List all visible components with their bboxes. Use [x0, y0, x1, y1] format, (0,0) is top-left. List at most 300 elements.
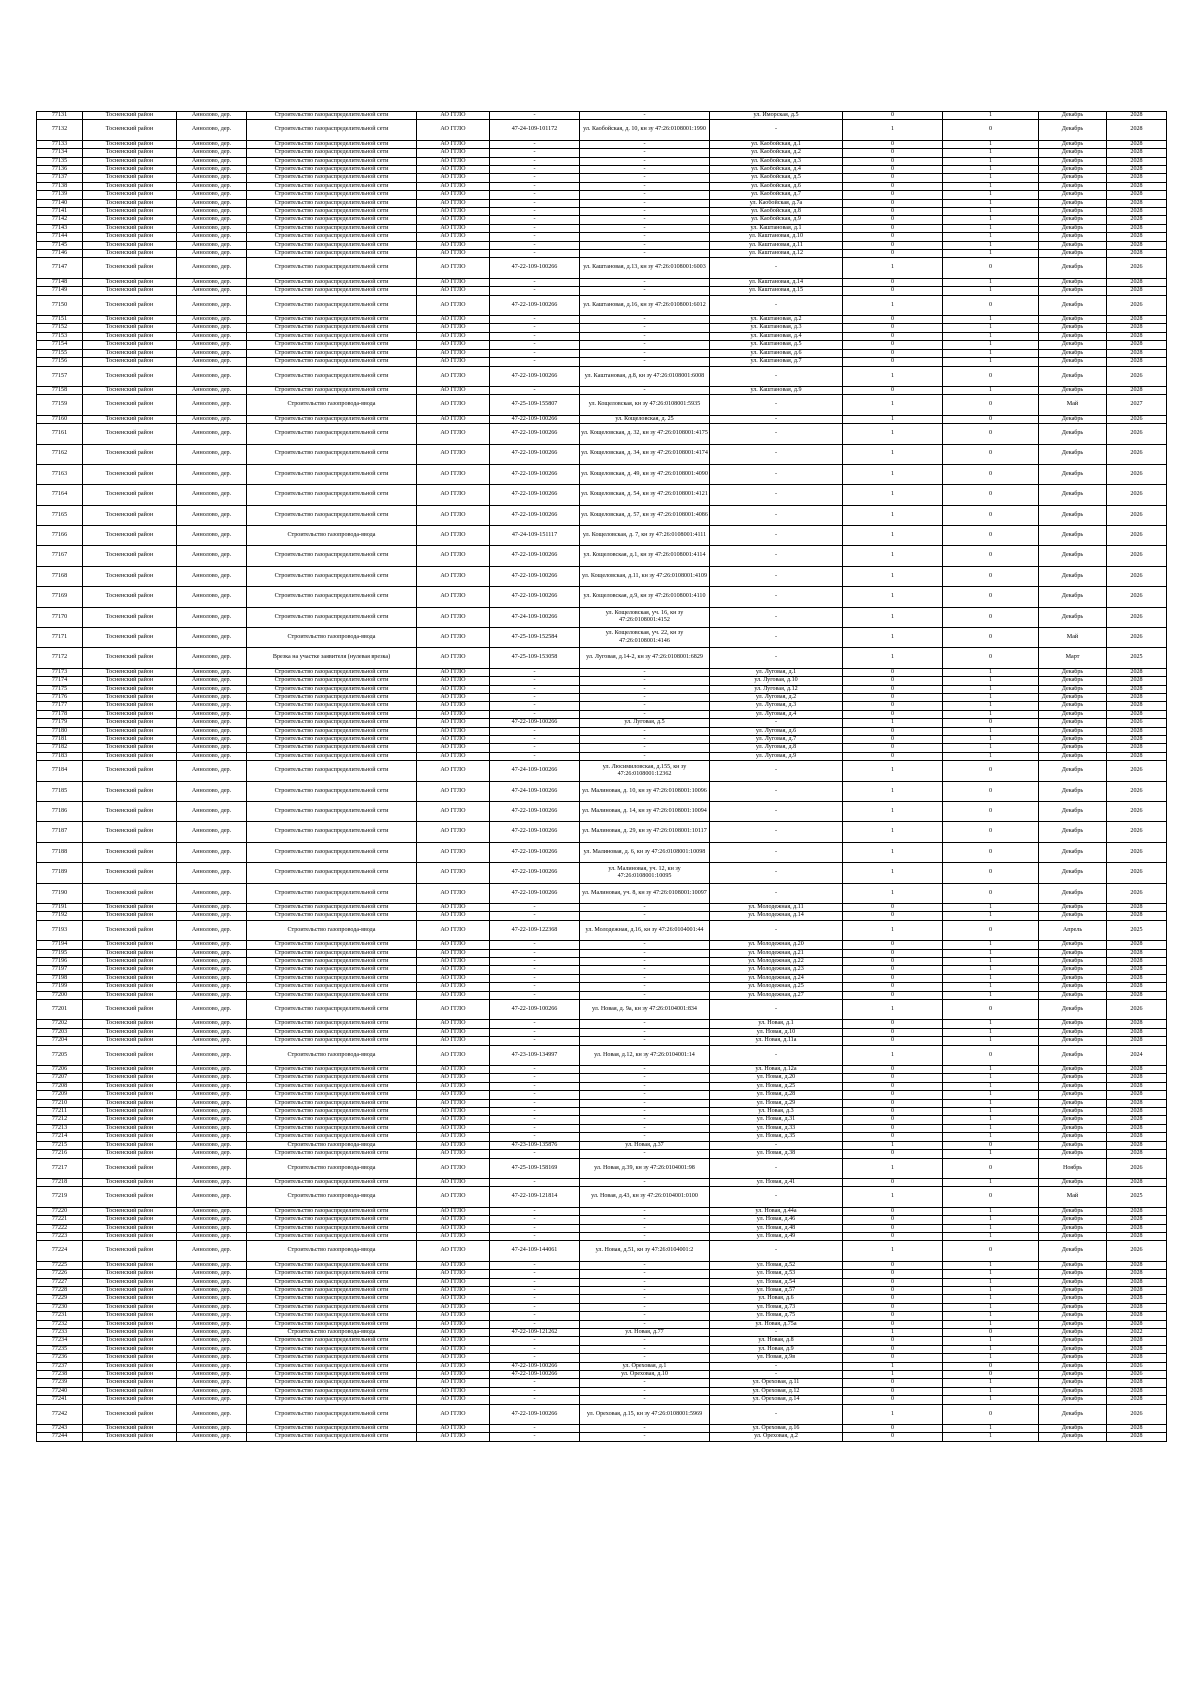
- cell-object-code: 47-24-109-101172: [490, 120, 580, 140]
- cell-flag-b: 1: [943, 208, 1039, 216]
- table-row: [37, 1425, 1167, 1433]
- cell-cadastral: -: [580, 727, 710, 735]
- cell-work: Строительство газораспределительной сети: [247, 233, 417, 241]
- cell-id: 77147: [37, 258, 83, 278]
- cell-flag-a: 0: [843, 250, 943, 258]
- cell-object-code: -: [490, 1099, 580, 1107]
- cell-company: АО ГГЛО: [417, 1028, 490, 1036]
- cell-district: Тосненский район: [83, 1261, 177, 1269]
- cell-district: Тосненский район: [83, 1433, 177, 1441]
- cell-work: Строительство газораспределительной сети: [247, 287, 417, 295]
- cell-object-code: -: [490, 1295, 580, 1303]
- cell-flag-b: 1: [943, 752, 1039, 760]
- cell-address: -: [710, 802, 843, 822]
- cell-flag-b: 0: [943, 546, 1039, 566]
- cell-object-code: -: [490, 694, 580, 702]
- cell-district: Тосненский район: [83, 295, 177, 315]
- cell-id: 77153: [37, 332, 83, 340]
- cell-flag-a: 0: [843, 1216, 943, 1224]
- cell-settlement: Аннолово, дер.: [177, 702, 247, 710]
- cell-id: 77142: [37, 216, 83, 224]
- cell-id: 77188: [37, 842, 83, 862]
- cell-month: Май: [1039, 1187, 1107, 1207]
- cell-year: 2026: [1107, 295, 1167, 315]
- cell-settlement: Аннолово, дер.: [177, 316, 247, 324]
- cell-id: 77232: [37, 1320, 83, 1328]
- cell-flag-a: 1: [843, 415, 943, 423]
- cell-cadastral: ул. Новая, д.37: [580, 1141, 710, 1149]
- cell-id: 77235: [37, 1345, 83, 1353]
- cell-flag-b: 1: [943, 1099, 1039, 1107]
- cell-work: Строительство газораспределительной сети: [247, 208, 417, 216]
- cell-month: Декабрь: [1039, 1312, 1107, 1320]
- cell-year: 2026: [1107, 863, 1167, 883]
- cell-company: АО ГГЛО: [417, 349, 490, 357]
- cell-object-code: -: [490, 324, 580, 332]
- cell-settlement: Аннолово, дер.: [177, 1108, 247, 1116]
- cell-settlement: Аннолово, дер.: [177, 341, 247, 349]
- cell-work: Строительство газораспределительной сети: [247, 991, 417, 999]
- cell-year: 2027: [1107, 395, 1167, 415]
- cell-object-code: 47-22-109-100266: [490, 883, 580, 903]
- table-row: [37, 1207, 1167, 1215]
- table-row: [37, 199, 1167, 207]
- cell-flag-a: 0: [843, 1178, 943, 1186]
- cell-settlement: Аннолово, дер.: [177, 1295, 247, 1303]
- cell-work: Строительство газораспределительной сети: [247, 1000, 417, 1020]
- cell-cadastral: ул. Новая, д.77: [580, 1328, 710, 1336]
- cell-id: 77167: [37, 546, 83, 566]
- cell-work: Строительство газораспределительной сети: [247, 1028, 417, 1036]
- cell-work: Строительство газораспределительной сети: [247, 1433, 417, 1441]
- cell-company: АО ГГЛО: [417, 140, 490, 148]
- cell-flag-b: 1: [943, 332, 1039, 340]
- cell-flag-a: 1: [843, 1328, 943, 1336]
- cell-object-code: -: [490, 966, 580, 974]
- cell-year: 2028: [1107, 1037, 1167, 1045]
- cell-cadastral: -: [580, 668, 710, 676]
- cell-address: ул. Новая, д.28: [710, 1091, 843, 1099]
- cell-month: Декабрь: [1039, 1241, 1107, 1261]
- table-row: [37, 1362, 1167, 1370]
- cell-address: ул. Новая, д.10: [710, 1028, 843, 1036]
- table-row: [37, 1433, 1167, 1441]
- table-row: [37, 464, 1167, 484]
- cell-id: 77236: [37, 1354, 83, 1362]
- cell-year: 2028: [1107, 1082, 1167, 1090]
- cell-id: 77151: [37, 316, 83, 324]
- cell-flag-a: 0: [843, 710, 943, 718]
- cell-cadastral: -: [580, 1082, 710, 1090]
- cell-id: 77181: [37, 736, 83, 744]
- cell-id: 77152: [37, 324, 83, 332]
- cell-company: АО ГГЛО: [417, 1133, 490, 1141]
- cell-address: ул. Новая, д.75а: [710, 1320, 843, 1328]
- cell-settlement: Аннолово, дер.: [177, 802, 247, 822]
- cell-month: Май: [1039, 395, 1107, 415]
- cell-work: Строительство газораспределительной сети: [247, 386, 417, 394]
- cell-object-code: -: [490, 1433, 580, 1441]
- cell-district: Тосненский район: [83, 1150, 177, 1158]
- table-row: [37, 1000, 1167, 1020]
- cell-address: ул. Каштановая, д.7: [710, 358, 843, 366]
- cell-address: ул. Новая, д.44а: [710, 1207, 843, 1215]
- cell-object-code: 47-22-109-122368: [490, 920, 580, 940]
- cell-work: Строительство газопровода-ввода: [247, 1045, 417, 1065]
- cell-district: Тосненский район: [83, 1387, 177, 1395]
- cell-work: Строительство газораспределительной сети: [247, 1312, 417, 1320]
- cell-cadastral: -: [580, 349, 710, 357]
- cell-cadastral: ул. Кощеловская, уч. 22, кн зу 47:26:0108001:4146: [580, 628, 710, 648]
- cell-object-code: 47-25-109-155807: [490, 395, 580, 415]
- cell-work: Строительство газопровода-ввода: [247, 1158, 417, 1178]
- table-row: [37, 958, 1167, 966]
- cell-work: Строительство газораспределительной сети: [247, 485, 417, 505]
- cell-object-code: -: [490, 1108, 580, 1116]
- cell-year: 2025: [1107, 648, 1167, 668]
- cell-month: Декабрь: [1039, 1000, 1107, 1020]
- cell-cadastral: -: [580, 983, 710, 991]
- cell-id: 77165: [37, 505, 83, 525]
- cell-district: Тосненский район: [83, 366, 177, 386]
- cell-object-code: -: [490, 174, 580, 182]
- cell-flag-b: 0: [943, 395, 1039, 415]
- cell-address: ул. Луговая, д.3: [710, 702, 843, 710]
- cell-year: 2028: [1107, 1150, 1167, 1158]
- cell-cadastral: ул. Кощеловская, д. 25: [580, 415, 710, 423]
- cell-id: 77163: [37, 464, 83, 484]
- cell-company: АО ГГЛО: [417, 1082, 490, 1090]
- cell-object-code: 47-25-109-158169: [490, 1158, 580, 1178]
- cell-object-code: 47-22-109-121814: [490, 1187, 580, 1207]
- cell-flag-b: 1: [943, 250, 1039, 258]
- table-row: [37, 1232, 1167, 1240]
- cell-work: Строительство газораспределительной сети: [247, 1354, 417, 1362]
- cell-district: Тосненский район: [83, 904, 177, 912]
- cell-month: Декабрь: [1039, 505, 1107, 525]
- cell-year: 2028: [1107, 332, 1167, 340]
- cell-district: Тосненский район: [83, 1270, 177, 1278]
- cell-address: ул. Луговая, д.12: [710, 685, 843, 693]
- cell-month: Декабрь: [1039, 1371, 1107, 1379]
- cell-district: Тосненский район: [83, 233, 177, 241]
- cell-company: АО ГГЛО: [417, 974, 490, 982]
- cell-year: 2028: [1107, 1133, 1167, 1141]
- cell-settlement: Аннолово, дер.: [177, 526, 247, 546]
- cell-work: Строительство газораспределительной сети: [247, 316, 417, 324]
- cell-district: Тосненский район: [83, 526, 177, 546]
- cell-district: Тосненский район: [83, 140, 177, 148]
- cell-work: Строительство газораспределительной сети: [247, 566, 417, 586]
- cell-address: ул. Каштановая, д.6: [710, 349, 843, 357]
- cell-settlement: Аннолово, дер.: [177, 1286, 247, 1294]
- cell-district: Тосненский район: [83, 920, 177, 940]
- cell-id: 77221: [37, 1216, 83, 1224]
- cell-object-code: -: [490, 1278, 580, 1286]
- cell-flag-a: 1: [843, 1371, 943, 1379]
- cell-work: Строительство газораспределительной сети: [247, 444, 417, 464]
- cell-work: Строительство газораспределительной сети: [247, 241, 417, 249]
- cell-object-code: -: [490, 182, 580, 190]
- cell-year: 2028: [1107, 1295, 1167, 1303]
- cell-flag-a: 0: [843, 208, 943, 216]
- cell-cadastral: ул. Луговая, д.5: [580, 719, 710, 727]
- cell-work: Строительство газораспределительной сети: [247, 1116, 417, 1124]
- table-row: [37, 1150, 1167, 1158]
- cell-settlement: Аннолово, дер.: [177, 761, 247, 781]
- cell-settlement: Аннолово, дер.: [177, 424, 247, 444]
- cell-cadastral: -: [580, 744, 710, 752]
- cell-object-code: -: [490, 1396, 580, 1404]
- cell-flag-b: 1: [943, 1425, 1039, 1433]
- cell-company: АО ГГЛО: [417, 694, 490, 702]
- cell-flag-b: 0: [943, 415, 1039, 423]
- cell-flag-b: 0: [943, 822, 1039, 842]
- cell-year: 2028: [1107, 174, 1167, 182]
- cell-work: Строительство газораспределительной сети: [247, 781, 417, 801]
- cell-year: 2026: [1107, 526, 1167, 546]
- cell-work: Строительство газораспределительной сети: [247, 736, 417, 744]
- cell-settlement: Аннолово, дер.: [177, 324, 247, 332]
- cell-work: Строительство газораспределительной сети: [247, 694, 417, 702]
- cell-address: ул. Молодежная, д.14: [710, 912, 843, 920]
- table-row: [37, 1028, 1167, 1036]
- cell-id: 77215: [37, 1141, 83, 1149]
- cell-flag-a: 0: [843, 1020, 943, 1028]
- cell-flag-a: 0: [843, 1433, 943, 1441]
- cell-company: АО ГГЛО: [417, 1425, 490, 1433]
- cell-object-code: -: [490, 208, 580, 216]
- table-row: [37, 842, 1167, 862]
- cell-year: 2028: [1107, 1099, 1167, 1107]
- cell-month: Декабрь: [1039, 668, 1107, 676]
- cell-settlement: Аннолово, дер.: [177, 1354, 247, 1362]
- cell-object-code: -: [490, 1020, 580, 1028]
- cell-address: ул. Молодежная, д.20: [710, 941, 843, 949]
- cell-year: 2028: [1107, 904, 1167, 912]
- cell-month: Декабрь: [1039, 295, 1107, 315]
- cell-company: АО ГГЛО: [417, 1379, 490, 1387]
- cell-flag-b: 1: [943, 941, 1039, 949]
- table-row: [37, 1312, 1167, 1320]
- cell-flag-a: 0: [843, 727, 943, 735]
- table-row: [37, 1091, 1167, 1099]
- cell-settlement: Аннолово, дер.: [177, 710, 247, 718]
- cell-month: Декабрь: [1039, 464, 1107, 484]
- cell-work: Строительство газораспределительной сети: [247, 1066, 417, 1074]
- cell-flag-a: 0: [843, 1028, 943, 1036]
- cell-flag-a: 0: [843, 1108, 943, 1116]
- cell-district: Тосненский район: [83, 1066, 177, 1074]
- cell-company: АО ГГЛО: [417, 1224, 490, 1232]
- cell-cadastral: -: [580, 974, 710, 982]
- cell-company: АО ГГЛО: [417, 278, 490, 286]
- cell-company: АО ГГЛО: [417, 752, 490, 760]
- cell-object-code: 47-23-109-134997: [490, 1045, 580, 1065]
- cell-year: 2028: [1107, 140, 1167, 148]
- cell-cadastral: -: [580, 1216, 710, 1224]
- cell-flag-b: 1: [943, 1295, 1039, 1303]
- cell-month: Декабрь: [1039, 1207, 1107, 1215]
- cell-year: 2028: [1107, 112, 1167, 120]
- cell-district: Тосненский район: [83, 1286, 177, 1294]
- cell-flag-b: 1: [943, 1278, 1039, 1286]
- table-row: [37, 1270, 1167, 1278]
- cell-id: 77137: [37, 174, 83, 182]
- cell-address: ул. Ореховая, д.16: [710, 1425, 843, 1433]
- cell-company: АО ГГЛО: [417, 1116, 490, 1124]
- cell-flag-b: 0: [943, 424, 1039, 444]
- cell-flag-a: 1: [843, 1158, 943, 1178]
- cell-flag-b: 0: [943, 883, 1039, 903]
- cell-company: АО ГГЛО: [417, 983, 490, 991]
- cell-month: Декабрь: [1039, 166, 1107, 174]
- cell-id: 77213: [37, 1124, 83, 1132]
- cell-month: Декабрь: [1039, 1020, 1107, 1028]
- cell-flag-b: 1: [943, 1216, 1039, 1224]
- cell-district: Тосненский район: [83, 1099, 177, 1107]
- cell-cadastral: ул. Ореховая, д.1: [580, 1362, 710, 1370]
- cell-object-code: 47-22-109-100266: [490, 258, 580, 278]
- cell-settlement: Аннолово, дер.: [177, 444, 247, 464]
- cell-id: 77135: [37, 157, 83, 165]
- cell-id: 77211: [37, 1108, 83, 1116]
- cell-company: АО ГГЛО: [417, 761, 490, 781]
- cell-object-code: -: [490, 983, 580, 991]
- cell-settlement: Аннолово, дер.: [177, 677, 247, 685]
- cell-settlement: Аннолово, дер.: [177, 149, 247, 157]
- cell-year: 2028: [1107, 1312, 1167, 1320]
- cell-district: Тосненский район: [83, 974, 177, 982]
- table-row: [37, 668, 1167, 676]
- cell-object-code: -: [490, 685, 580, 693]
- cell-work: Строительство газораспределительной сети: [247, 358, 417, 366]
- table-row: [37, 1082, 1167, 1090]
- table-row: [37, 1337, 1167, 1345]
- cell-month: Декабрь: [1039, 744, 1107, 752]
- cell-district: Тосненский район: [83, 287, 177, 295]
- cell-company: АО ГГЛО: [417, 883, 490, 903]
- cell-flag-a: 1: [843, 842, 943, 862]
- cell-district: Тосненский район: [83, 991, 177, 999]
- cell-address: ул. Новая, д.12а: [710, 1066, 843, 1074]
- cell-id: 77140: [37, 199, 83, 207]
- cell-flag-b: 0: [943, 920, 1039, 940]
- cell-work: Строительство газораспределительной сети: [247, 710, 417, 718]
- cell-address: ул. Новая, д.29: [710, 1099, 843, 1107]
- cell-district: Тосненский район: [83, 120, 177, 140]
- cell-address: ул. Новая, д.3: [710, 1108, 843, 1116]
- cell-work: Строительство газораспределительной сети: [247, 1379, 417, 1387]
- table-row: [37, 628, 1167, 648]
- cell-company: АО ГГЛО: [417, 295, 490, 315]
- table-row: [37, 1066, 1167, 1074]
- cell-address: ул. Новая, д.53: [710, 1270, 843, 1278]
- cell-flag-a: 0: [843, 949, 943, 957]
- cell-object-code: -: [490, 1337, 580, 1345]
- cell-company: АО ГГЛО: [417, 863, 490, 883]
- cell-district: Тосненский район: [83, 332, 177, 340]
- cell-flag-a: 0: [843, 112, 943, 120]
- cell-object-code: -: [490, 1216, 580, 1224]
- cell-object-code: -: [490, 1150, 580, 1158]
- cell-object-code: 47-22-109-100266: [490, 424, 580, 444]
- cell-settlement: Аннолово, дер.: [177, 182, 247, 190]
- cell-flag-b: 0: [943, 258, 1039, 278]
- cell-flag-a: 0: [843, 216, 943, 224]
- cell-year: 2028: [1107, 1066, 1167, 1074]
- cell-object-code: -: [490, 904, 580, 912]
- cell-cadastral: ул. Ореховая, д.15, кн зу 47:26:0108001:5969: [580, 1404, 710, 1424]
- table-row: [37, 949, 1167, 957]
- cell-flag-a: 0: [843, 1320, 943, 1328]
- cell-address: -: [710, 566, 843, 586]
- cell-cadastral: ул. Каштановая, д.16, кн зу 47:26:0108001:6012: [580, 295, 710, 315]
- cell-month: Декабрь: [1039, 140, 1107, 148]
- cell-settlement: Аннолово, дер.: [177, 386, 247, 394]
- cell-district: Тосненский район: [83, 1178, 177, 1186]
- cell-company: АО ГГЛО: [417, 702, 490, 710]
- cell-cadastral: -: [580, 1320, 710, 1328]
- cell-settlement: Аннолово, дер.: [177, 1116, 247, 1124]
- cell-flag-a: 1: [843, 719, 943, 727]
- cell-flag-a: 1: [843, 802, 943, 822]
- cell-flag-b: 0: [943, 444, 1039, 464]
- cell-flag-a: 0: [843, 1261, 943, 1269]
- cell-settlement: Аннолово, дер.: [177, 546, 247, 566]
- cell-address: -: [710, 464, 843, 484]
- cell-address: ул. Новая, д.9в: [710, 1354, 843, 1362]
- cell-cadastral: ул. Малиновая, д. 29, кн зу 47:26:0108001:10117: [580, 822, 710, 842]
- cell-object-code: -: [490, 278, 580, 286]
- cell-company: АО ГГЛО: [417, 1020, 490, 1028]
- cell-address: -: [710, 395, 843, 415]
- cell-company: АО ГГЛО: [417, 1216, 490, 1224]
- cell-id: 77169: [37, 587, 83, 607]
- cell-flag-a: 0: [843, 287, 943, 295]
- cell-year: 2028: [1107, 358, 1167, 366]
- cell-district: Тосненский район: [83, 863, 177, 883]
- cell-cadastral: ул. Новая, д.12, кн зу 47:26:0104001:14: [580, 1045, 710, 1065]
- cell-company: АО ГГЛО: [417, 112, 490, 120]
- cell-id: 77155: [37, 349, 83, 357]
- cell-cadastral: -: [580, 140, 710, 148]
- cell-settlement: Аннолово, дер.: [177, 1328, 247, 1336]
- table-row: [37, 1141, 1167, 1149]
- cell-year: 2026: [1107, 1362, 1167, 1370]
- cell-district: Тосненский район: [83, 1224, 177, 1232]
- cell-cadastral: -: [580, 149, 710, 157]
- cell-company: АО ГГЛО: [417, 842, 490, 862]
- cell-work: Строительство газораспределительной сети: [247, 157, 417, 165]
- cell-work: Строительство газораспределительной сети: [247, 966, 417, 974]
- cell-settlement: Аннолово, дер.: [177, 1345, 247, 1353]
- cell-flag-a: 0: [843, 358, 943, 366]
- cell-id: 77226: [37, 1270, 83, 1278]
- cell-year: 2026: [1107, 444, 1167, 464]
- cell-year: 2028: [1107, 149, 1167, 157]
- cell-cadastral: -: [580, 1066, 710, 1074]
- cell-district: Тосненский район: [83, 386, 177, 394]
- cell-cadastral: -: [580, 1037, 710, 1045]
- cell-company: АО ГГЛО: [417, 444, 490, 464]
- cell-company: АО ГГЛО: [417, 1354, 490, 1362]
- cell-address: ул. Новая, д.75: [710, 1312, 843, 1320]
- cell-cadastral: -: [580, 341, 710, 349]
- cell-object-code: 47-22-109-100266: [490, 366, 580, 386]
- cell-settlement: Аннолово, дер.: [177, 587, 247, 607]
- cell-year: 2028: [1107, 710, 1167, 718]
